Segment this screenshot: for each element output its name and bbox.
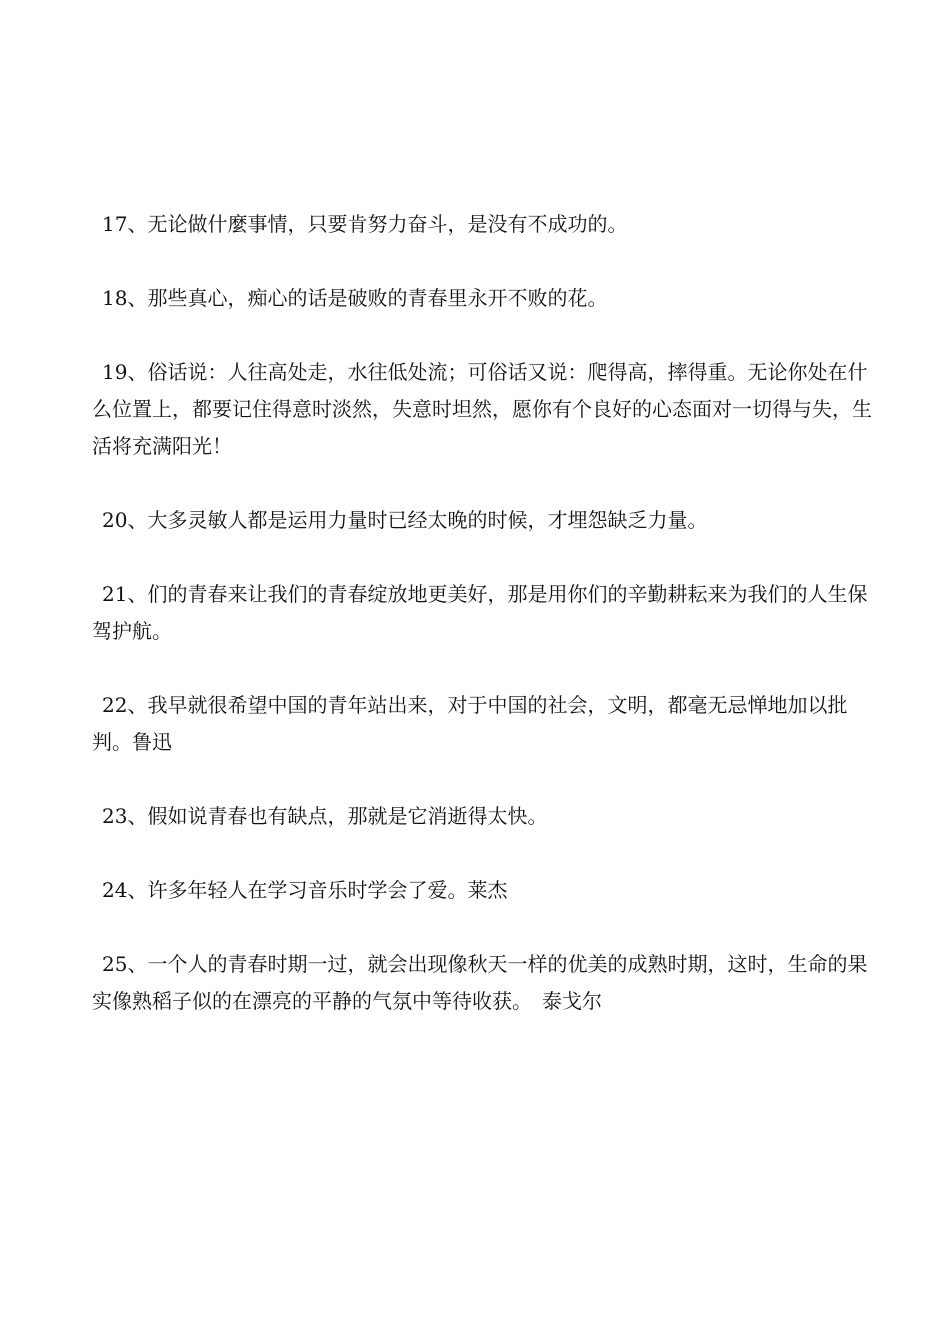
paragraph-22: 22、我早就很希望中国的青年站出来，对于中国的社会，文明，都毫无忌惮地加以批判。鲁迅 [92, 693, 848, 754]
paragraph-21: 21、们的青春来让我们的青春绽放地更美好，那是用你们的辛勤耕耘来为我们的人生保驾护航。 [92, 582, 868, 643]
paragraph-18: 18、那些真心，痴心的话是破败的青春里永开不败的花。 [102, 286, 608, 310]
paragraph-20: 20、大多灵敏人都是运用力量时已经太晚的时候，才埋怨缺乏力量。 [102, 508, 708, 532]
paragraph-19: 19、俗话说：人往高处走，水往低处流；可俗话又说：爬得高，摔得重。无论你处在什么位置上，都要记住得意时淡然，失意时坦然，愿你有个良好的心态面对一切得与失，生活将充满阳光！ [92, 360, 872, 458]
paragraph-25: 25、一个人的青春时期一过，就会出现像秋天一样的优美的成熟时期，这时，生命的果实像熟稻子似的在漂亮的平静的气氛中等待收获。 泰戈尔 [92, 952, 868, 1013]
paragraph-17: 17、无论做什麼事情，只要肯努力奋斗，是没有不成功的。 [102, 212, 628, 236]
paragraph-23: 23、假如说青春也有缺点，那就是它消逝得太快。 [102, 804, 548, 828]
document-body [92, 206, 872, 1057]
paragraph-24: 24、许多年轻人在学习音乐时学会了爱。莱杰 [102, 878, 508, 902]
